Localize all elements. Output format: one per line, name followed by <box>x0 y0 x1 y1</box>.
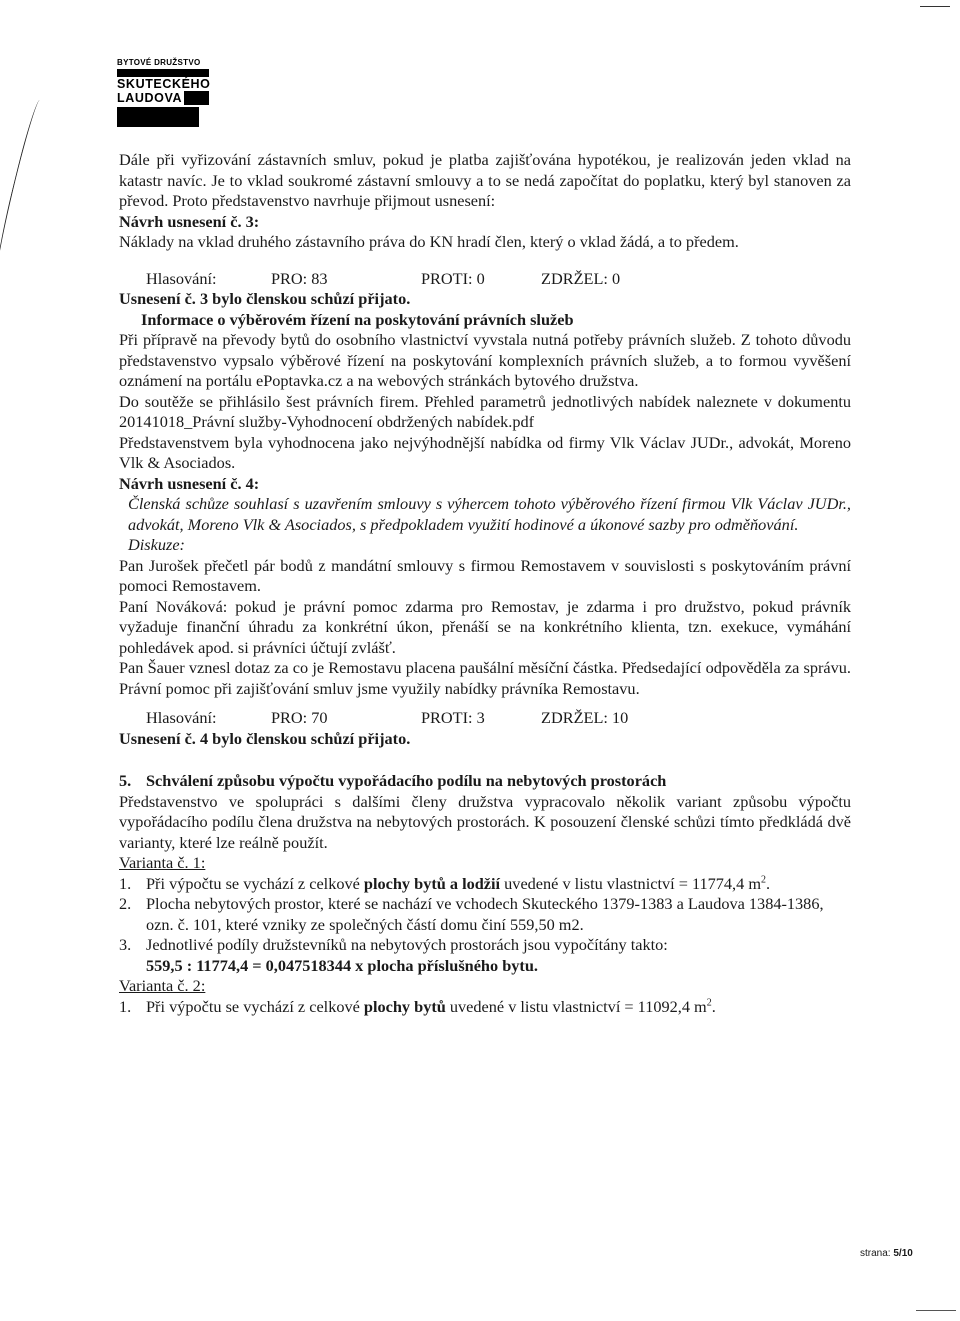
list-item: 3. Jednotlivé podíly družstevníků na nebytových prostorách jsou vypočítány takto: 559,5 : 11774,4 = 0,047518344 x plocha příslušného bytu. <box>119 935 668 975</box>
resolution-proposal-heading: Návrh usnesení č. 4: <box>119 473 260 493</box>
resolution-proposal-text: Členská schůze souhlasí s uzavřením smlouvy s výhercem tohoto výběrového řízení firmou Vlk Václav JUDr., advokát, Moreno Vlk & Asociados, s předpokladem využití hodinové a úkonové sazby pro odměňování. <box>128 494 851 534</box>
section-heading: Informace o výběrovém řízení na poskytování právních služeb <box>141 309 574 329</box>
vote-result: Hlasování: PRO: 83 PROTI: 0 ZDRŽEL: 0 <box>146 268 621 288</box>
page-number: strana: 5/10 <box>860 1248 913 1259</box>
list-item: 1. Při výpočtu se vychází z celkové plochy bytů uvedené v listu vlastnictví = 11092,4 $m^2$. <box>119 996 716 1016</box>
list-item: 1. Při výpočtu se vychází z celkové plochy bytů a lodžií uvedené v listu vlastnictví = 11774,4 $m^2$. <box>119 873 771 893</box>
paragraph: Při přípravě na převody bytů do osobního vlastnictví vyvstala nutná potřeby právních služeb. Z tohoto důvodu představenstvo vypsalo výběrové řízení na poskytování komplexních právních služeb, a to formou vyvěšení oznámení na portálu ePoptavka.cz a na webových stránkách bytového družstva. <box>119 330 851 390</box>
paragraph: Představenstvem byla vyhodnocena jako nejvýhodnější nabídka od firmy Vlk Václav JUDr., advokát, Moreno Vlk & Asociados. <box>119 432 851 472</box>
cooperative-logo <box>117 57 209 127</box>
logo-base-bar <box>117 107 199 127</box>
scan-artifact <box>920 6 950 7</box>
scan-artifact <box>916 1310 956 1311</box>
logo-top-text: BYTOVÉ DRUŽSTVO <box>117 58 201 67</box>
paragraph: Představenstvo ve spolupráci s dalšími členy družstva vypracovalo několik variant způsobu výpočtu vypořádacího podílu člena družstva na nebytových prostorách. K posouzení členské schůzi tímto předkládá dvě varianty, které lze reálně použít. <box>119 791 851 852</box>
paragraph: Paní Nováková: pokud je právní pomoc zdarma pro Remostav, je zdarma i pro družstvo, pokud právník vyžaduje finanční úhradu za konkrétní úkon, přenáší se na konkrétního klienta, tzn. exekuce, vymáhání pohledávek apod. si právníci účtují zvlášť. <box>119 596 851 657</box>
discussion-label: Diskuze: <box>128 535 185 554</box>
variant-heading: Varianta č. 1: <box>119 853 206 872</box>
paragraph: Pan Šauer vznesl dotaz za co je Remostavu placena paušální měsíční částka. Předsedající odpověděla za správu. Právní pomoc při zajišťování smluv jsme využily nabídky právníka Remostavu. <box>119 658 851 698</box>
resolution-proposal-heading: Návrh usnesení č. 3: <box>119 211 260 231</box>
logo-line-2: LAUDOVA <box>117 91 183 105</box>
resolution-result: Usnesení č. 4 bylo členskou schůzí přijato. <box>119 728 411 748</box>
logo-line-1: SKUTECKÉHO <box>117 77 211 91</box>
paragraph: Dále při vyřizování zástavních smluv, pokud je platba zajišťována hypotékou, je realizován jeden vklad na katastr navíc. Je to vklad soukromé zástavní smlouvy a to se nedá započítat do poplatku, který byl stanoven za převod. Proto představenstvo navrhuje přijmout usnesení: <box>119 150 851 210</box>
section-5-heading: 5. Schválení způsobu výpočtu vypořádacího podílu na nebytových prostorách <box>119 771 667 790</box>
document-body <box>119 150 851 1017</box>
paragraph: Pan Jurošek přečetl pár bodů z mandátní smlouvy s firmou Remostavem v souvislosti s poskytováním právní pomoci Remostavem. <box>119 555 851 595</box>
resolution-proposal-text: Náklady na vklad druhého zástavního práva do KN hradí člen, který o vklad žádá, a to předem. <box>119 232 739 251</box>
scan-artifact <box>0 100 47 280</box>
formula: 559,5 : 11774,4 = 0,047518344 x plocha příslušného bytu. <box>146 955 538 975</box>
variant-heading: Varianta č. 2: <box>119 976 206 995</box>
vote-result: Hlasování: PRO: 70 PROTI: 3 ZDRŽEL: 10 <box>146 708 629 727</box>
resolution-result: Usnesení č. 3 bylo členskou schůzí přijato. <box>119 289 411 308</box>
paragraph: Do soutěže se přihlásilo šest právních firem. Přehled parametrů jednotlivých nabídek naleznete v dokumentu 20141018_Právní služby-Vyhodnocení obdržených nabídek.pdf <box>119 391 851 431</box>
list-item: 2. Plocha nebytových prostor, které se nachází ve vchodech Skuteckého 1379-1383 a Laudova 1384-1386, ozn. č. 101, které vzniky ze společných částí domu činí 559,50 m2. <box>119 894 824 934</box>
